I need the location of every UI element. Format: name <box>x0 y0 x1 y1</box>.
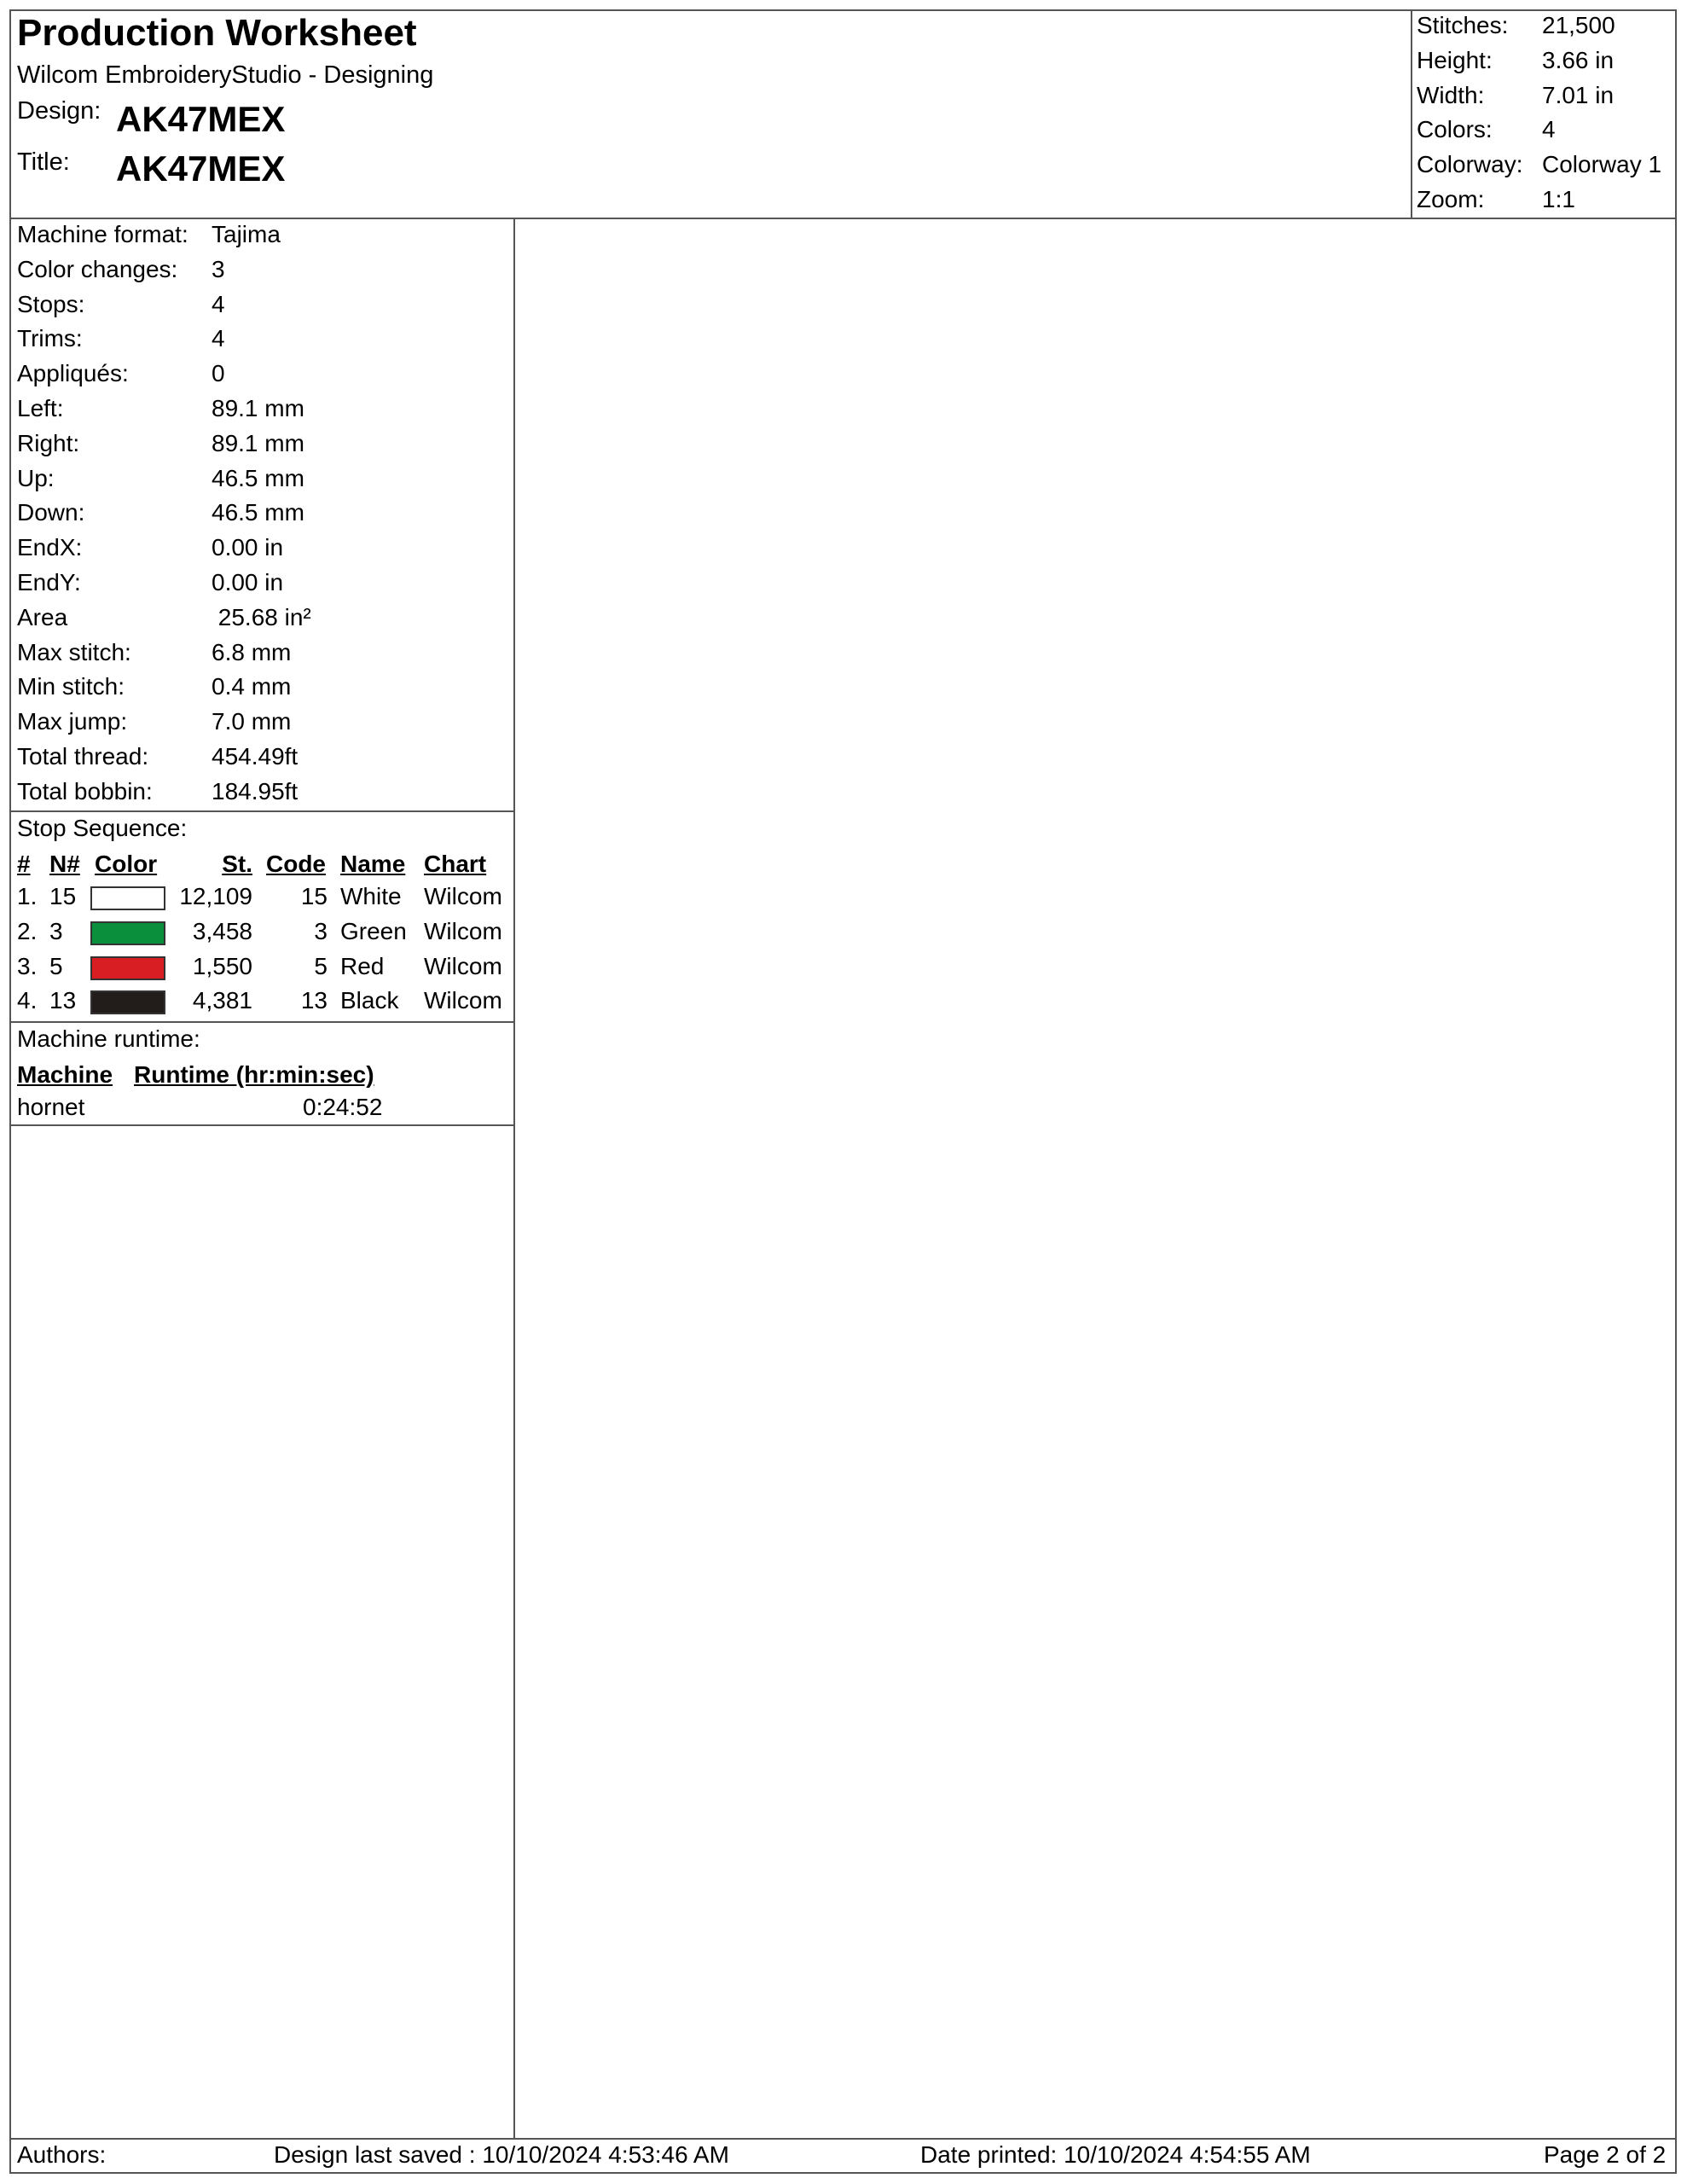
stop-stitches: 4,381 <box>192 987 252 1014</box>
col-chart-header: Chart <box>424 851 487 877</box>
col-num-header: # <box>17 851 31 877</box>
detail-value: 46.5 mm <box>212 464 304 491</box>
worksheet-frame <box>9 9 1677 2174</box>
detail-label: Total thread: <box>17 743 149 770</box>
summary-value: 3.66 in <box>1542 46 1615 73</box>
stop-needle: 5 <box>49 952 63 979</box>
col-needle-header: N# <box>49 851 80 877</box>
summary-label: Colorway: <box>1417 151 1523 178</box>
summary-value: 7.01 in <box>1542 81 1615 108</box>
stop-color-name: White <box>340 883 402 909</box>
stop-code: 13 <box>300 987 328 1014</box>
stop-code: 15 <box>300 883 328 909</box>
detail-value: 3 <box>212 255 225 282</box>
title-label: Title: <box>17 148 70 176</box>
detail-label: EndX: <box>17 534 83 561</box>
stop-code: 5 <box>314 952 328 979</box>
color-swatch <box>90 921 165 945</box>
detail-label: Area <box>17 603 68 630</box>
stop-sequence-heading: Stop Sequence: <box>17 815 188 841</box>
stop-stitches: 3,458 <box>192 917 252 944</box>
summary-value: 1:1 <box>1542 186 1575 212</box>
detail-label: Trims: <box>17 325 83 352</box>
detail-label: Machine format: <box>17 221 188 247</box>
color-swatch <box>90 990 165 1014</box>
stop-chart: Wilcom <box>424 883 502 909</box>
title-value: AK47MEX <box>116 148 286 189</box>
header-divider <box>9 218 1677 219</box>
detail-value: 4 <box>212 325 225 352</box>
stop-number: 2. <box>17 917 38 944</box>
summary-label: Stitches: <box>1417 12 1509 38</box>
detail-label: Left: <box>17 395 64 421</box>
stop-needle: 3 <box>49 917 63 944</box>
detail-label: Down: <box>17 499 85 526</box>
summary-label: Height: <box>1417 46 1493 73</box>
col-runtime-header: Runtime (hr:min:sec) <box>134 1061 374 1088</box>
design-label: Design: <box>17 97 101 125</box>
col-code-header: Code <box>266 851 326 877</box>
detail-value: 46.5 mm <box>212 499 304 526</box>
detail-value: 25.68 in² <box>212 603 311 630</box>
stop-color-name: Green <box>340 917 407 944</box>
stop-code: 3 <box>314 917 328 944</box>
design-value: AK47MEX <box>116 99 286 139</box>
detail-value: 0 <box>212 360 225 387</box>
detail-value: 454.49ft <box>212 743 299 770</box>
stop-color-name: Black <box>340 987 399 1014</box>
summary-value: 4 <box>1542 116 1556 143</box>
footer-authors: Authors: <box>17 2141 107 2168</box>
detail-value: 6.8 mm <box>212 638 292 665</box>
stop-needle: 15 <box>49 883 77 909</box>
summary-label: Zoom: <box>1417 186 1485 212</box>
detail-label: Min stitch: <box>17 673 125 700</box>
stop-number: 1. <box>17 883 38 909</box>
summary-value: 21,500 <box>1542 12 1615 38</box>
detail-value: 184.95ft <box>212 777 299 804</box>
summary-value: Colorway 1 <box>1542 151 1662 178</box>
detail-value: 0.00 in <box>212 534 284 561</box>
left-panel-divider <box>513 218 515 2139</box>
detail-label: EndY: <box>17 569 81 595</box>
summary-divider <box>1411 9 1412 219</box>
detail-label: Max jump: <box>17 708 128 735</box>
stop-needle: 13 <box>49 987 77 1014</box>
detail-value: 89.1 mm <box>212 429 304 456</box>
detail-label: Up: <box>17 464 55 491</box>
machine-runtime: 0:24:52 <box>303 1094 383 1120</box>
stop-chart: Wilcom <box>424 917 502 944</box>
col-machine-header: Machine <box>17 1061 113 1088</box>
col-name-header: Name <box>340 851 406 877</box>
col-color-header: Color <box>95 851 158 877</box>
software-name: Wilcom EmbroideryStudio - Designing <box>17 61 434 89</box>
footer-date-printed: Date printed: 10/10/2024 4:54:55 AM <box>920 2141 1311 2168</box>
runtime-divider <box>9 1124 515 1126</box>
detail-value: 7.0 mm <box>212 708 292 735</box>
col-stitches-header: St. <box>222 851 252 877</box>
detail-label: Appliqués: <box>17 360 129 387</box>
footer-page-number: Page 2 of 2 <box>1544 2141 1667 2168</box>
detail-label: Right: <box>17 429 80 456</box>
page-title: Production Worksheet <box>17 12 417 54</box>
color-swatch <box>90 956 165 980</box>
stop-chart: Wilcom <box>424 987 502 1014</box>
summary-label: Width: <box>1417 81 1485 108</box>
color-swatch <box>90 886 165 910</box>
sequence-divider <box>9 1021 515 1023</box>
summary-label: Colors: <box>1417 116 1493 143</box>
machine-name: hornet <box>17 1094 85 1120</box>
stop-chart: Wilcom <box>424 952 502 979</box>
detail-label: Max stitch: <box>17 638 131 665</box>
runtime-heading: Machine runtime: <box>17 1025 200 1052</box>
stop-stitches: 12,109 <box>179 883 252 909</box>
detail-value: Tajima <box>212 221 281 247</box>
stop-color-name: Red <box>340 952 385 979</box>
detail-label: Stops: <box>17 290 85 317</box>
detail-label: Total bobbin: <box>17 777 153 804</box>
stop-number: 3. <box>17 952 38 979</box>
stop-stitches: 1,550 <box>192 952 252 979</box>
detail-value: 0.4 mm <box>212 673 292 700</box>
details-divider <box>9 810 515 812</box>
footer-last-saved: Design last saved : 10/10/2024 4:53:46 AM <box>274 2141 729 2168</box>
stop-number: 4. <box>17 987 38 1014</box>
footer-divider <box>9 2138 1677 2140</box>
detail-value: 89.1 mm <box>212 395 304 421</box>
detail-label: Color changes: <box>17 255 178 282</box>
detail-value: 4 <box>212 290 225 317</box>
detail-value: 0.00 in <box>212 569 284 595</box>
